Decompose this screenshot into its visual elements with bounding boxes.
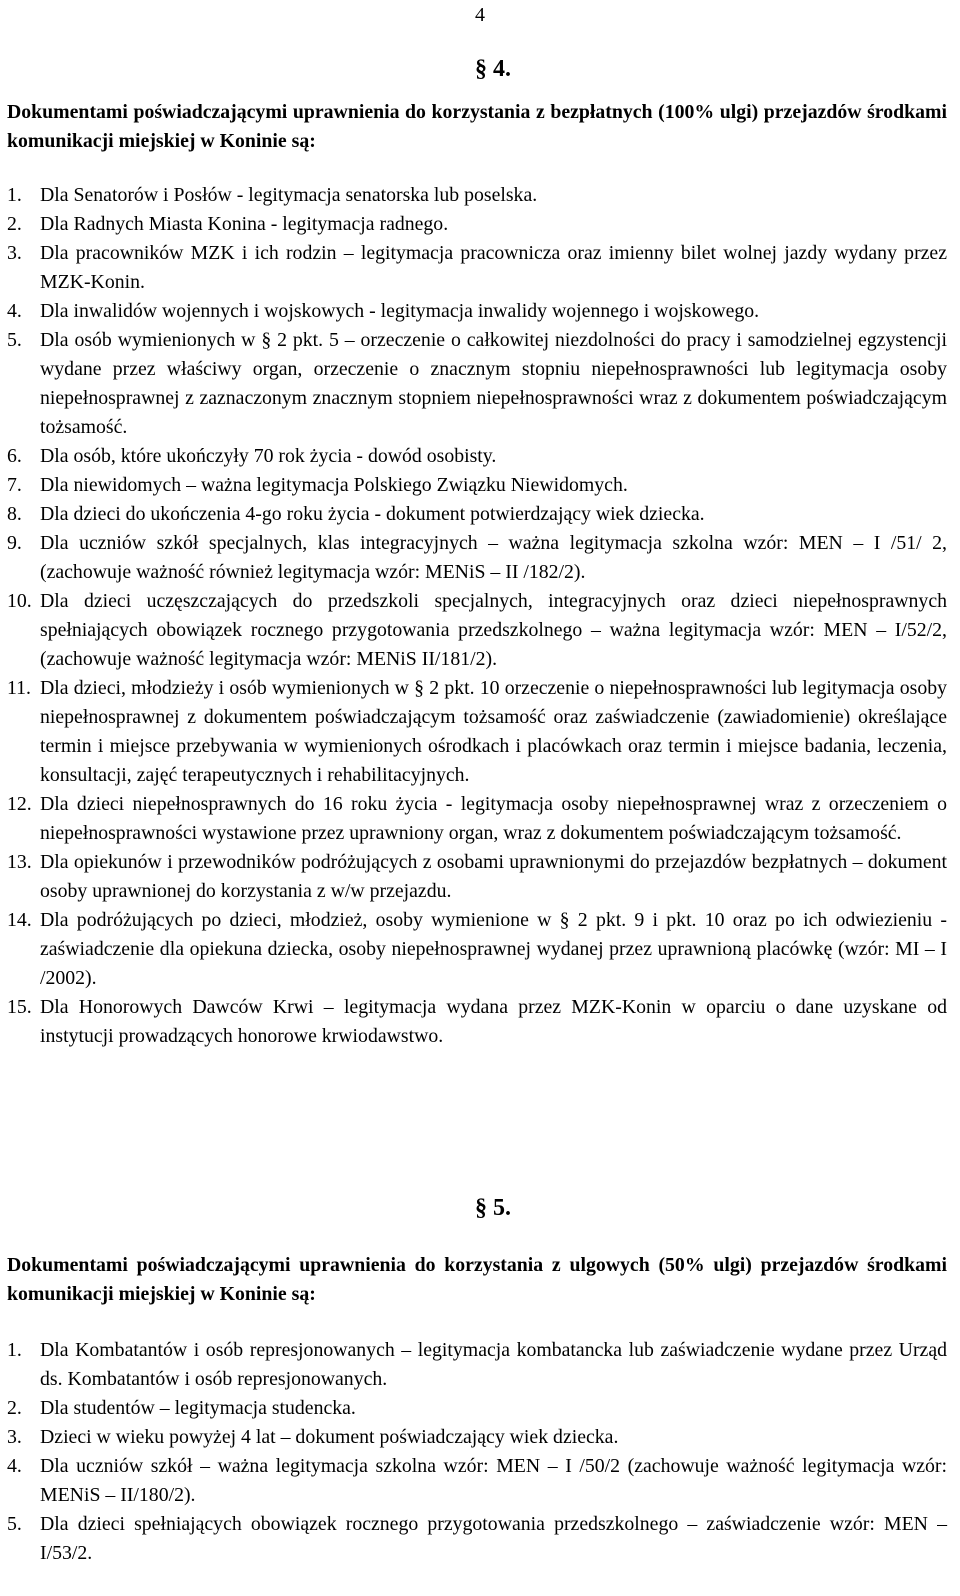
item-text: Dla inwalidów wojennych i wojskowych - legitymacja inwalidy wojennego i wojskowego. — [40, 300, 760, 322]
list-item — [7, 906, 947, 993]
list-item — [7, 471, 947, 500]
document-list — [7, 1336, 947, 1568]
item-number: 2. — [7, 1397, 22, 1419]
item-text: Dla studentów – legitymacja studencka. — [40, 1397, 356, 1419]
item-text: Dzieci w wieku powyżej 4 lat – dokument poświadczający wiek dziecka. — [40, 1426, 619, 1448]
list-item — [7, 529, 947, 587]
item-number: 4. — [7, 300, 22, 322]
item-text: Dla uczniów szkół – ważna legitymacja szkolna wzór: MEN – I /50/2 (zachowuje ważność legitymacja wzór: MENiS – II/180/2). — [40, 1455, 947, 1506]
item-number: 13. — [7, 851, 32, 873]
item-number: 1. — [7, 184, 22, 206]
item-text: Dla Radnych Miasta Konina - legitymacja radnego. — [40, 213, 449, 235]
section-5 — [7, 1193, 947, 1568]
item-text: Dla podróżujących po dzieci, młodzież, osoby wymienione w § 2 pkt. 9 i pkt. 10 oraz po ich odwiezieniu - zaświadczenie dla opiekuna dziecka, osoby niepełnosprawnej wydanej przez uprawnioną placówkę (wzór: MI – I /2002). — [40, 909, 947, 989]
item-number: 15. — [7, 996, 32, 1018]
item-number: 4. — [7, 1455, 22, 1477]
item-number: 5. — [7, 1513, 22, 1535]
item-number: 3. — [7, 1426, 22, 1448]
item-number: 6. — [7, 445, 22, 467]
list-item — [7, 993, 947, 1051]
item-number: 1. — [7, 1339, 22, 1361]
item-number: 8. — [7, 503, 22, 525]
section-4 — [7, 54, 947, 1051]
item-text: Dla uczniów szkół specjalnych, klas integracyjnych – ważna legitymacja szkolna wzór: MEN – I /51/ 2, (zachowuje ważność również legitymacja wzór: MENiS – II /182/2). — [40, 532, 947, 583]
list-item — [7, 1394, 947, 1423]
page-number: 4 — [475, 4, 485, 26]
section-heading: § 4. — [475, 56, 511, 82]
item-number: 9. — [7, 532, 22, 554]
list-item — [7, 181, 947, 210]
list-item — [7, 239, 947, 297]
list-item — [7, 790, 947, 848]
list-item — [7, 587, 947, 674]
item-text: Dla osób wymienionych w § 2 pkt. 5 – orzeczenie o całkowitej niezdolności do pracy i samodzielnej egzystencji wydane przez właściwy organ, orzeczenie o znacznym stopniu niepełnosprawności lub legitymacja osoby niepełnosprawnej z zaznaczonym znacznym stopniem niepełnosprawności wraz z dokumentem poświadczającym tożsamość. — [40, 329, 947, 438]
item-text: Dla opiekunów i przewodników podróżujących z osobami uprawnionymi do przejazdów bezpłatnych – dokument osoby uprawnionej do korzystania z w/w przejazdu. — [40, 851, 947, 902]
item-number: 14. — [7, 909, 32, 931]
list-item — [7, 500, 947, 529]
item-text: Dla niewidomych – ważna legitymacja Polskiego Związku Niewidomych. — [40, 474, 628, 496]
item-text: Dla osób, które ukończyły 70 rok życia - dowód osobisty. — [40, 445, 497, 467]
document-list — [7, 181, 947, 1051]
item-number: 10. — [7, 590, 32, 612]
item-number: 7. — [7, 474, 22, 496]
item-text: Dla dzieci uczęszczających do przedszkoli specjalnych, integracyjnych oraz dzieci niepełnosprawnych spełniających obowiązek rocznego przygotowania przedszkolnego – ważna legitymacja wzór: MEN – I/52/2, (zachowuje ważność legitymacja wzór: MENiS II/181/2). — [40, 590, 947, 670]
list-item — [7, 1336, 947, 1394]
item-text: Dla Honorowych Dawców Krwi – legitymacja wydana przez MZK-Konin w oparciu o dane uzyskane od instytucji prowadzących honorowe krwiodawstwo. — [40, 996, 947, 1047]
item-number: 5. — [7, 329, 22, 351]
list-item — [7, 1452, 947, 1510]
list-item — [7, 210, 947, 239]
item-text: Dla pracowników MZK i ich rodzin – legitymacja pracownicza oraz imienny bilet wolnej jazdy wydany przez MZK-Konin. — [40, 242, 947, 293]
item-number: 11. — [7, 677, 31, 699]
item-text: Dla dzieci niepełnosprawnych do 16 roku życia - legitymacja osoby niepełnosprawnej wraz z orzeczeniem o niepełnosprawności wystawione przez uprawniony organ, wraz z dokumentem poświadczającym tożsamość. — [40, 793, 947, 844]
list-item — [7, 326, 947, 442]
list-item — [7, 297, 947, 326]
list-item — [7, 442, 947, 471]
item-text: Dla dzieci spełniających obowiązek rocznego przygotowania przedszkolnego – zaświadczenie wzór: MEN – I/53/2. — [40, 1513, 947, 1564]
list-item — [7, 848, 947, 906]
item-number: 12. — [7, 793, 32, 815]
item-text: Dla Senatorów i Posłów - legitymacja senatorska lub poselska. — [40, 184, 538, 206]
item-number: 3. — [7, 242, 22, 264]
list-item — [7, 1423, 947, 1452]
item-text: Dla Kombatantów i osób represjonowanych – legitymacja kombatancka lub zaświadczenie wydane przez Urząd ds. Kombatantów i osób represjonowanych. — [40, 1339, 947, 1390]
section-heading: § 5. — [475, 1195, 511, 1221]
list-item — [7, 674, 947, 790]
section-intro: Dokumentami poświadczającymi uprawnienia do korzystania z bezpłatnych (100% ulgi) przejazdów środkami komunikacji miejskiej w Koninie są: — [7, 101, 947, 152]
item-text: Dla dzieci, młodzieży i osób wymienionych w § 2 pkt. 10 orzeczenie o niepełnosprawności lub legitymacja osoby niepełnosprawnej z dokumentem poświadczającym tożsamość oraz zaświadczenie (zawiadomienie) określające termin i miejsce przebywania w wymienionych ośrodkach i placówkach oraz termin i miejsce badania, leczenia, konsultacji, zajęć terapeutycznych i rehabilitacyjnych. — [40, 677, 947, 786]
item-number: 2. — [7, 213, 22, 235]
list-item — [7, 1510, 947, 1568]
item-text: Dla dzieci do ukończenia 4-go roku życia - dokument potwierdzający wiek dziecka. — [40, 503, 705, 525]
section-intro: Dokumentami poświadczającymi uprawnienia do korzystania z ulgowych (50% ulgi) przejazdów środkami komunikacji miejskiej w Koninie są: — [7, 1254, 947, 1305]
